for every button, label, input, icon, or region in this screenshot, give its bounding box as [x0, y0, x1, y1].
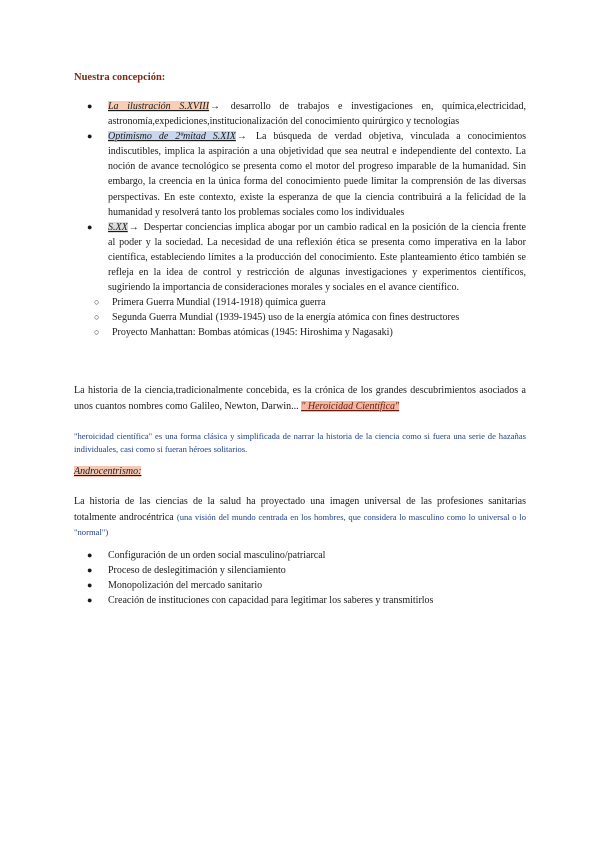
heroic-note: "heroicidad científica" es una forma clásica y simplificada de narrar la historia de la ciencia como si fuera una serie de hazañas individuales, casi como si fueran héroes solitarios.	[74, 431, 526, 454]
sub-list-item	[74, 295, 526, 310]
sub-item-text: Primera Guerra Mundial (1914-1918) química guerra	[112, 297, 326, 309]
circle-bullet-icon: ○	[94, 297, 100, 308]
androcentrism-text: La historia de las ciencias de la salud ha proyectado una imagen universal de las profesiones sanitarias totalmente androcéntrica	[74, 496, 526, 523]
bullet-text: La búsqueda de verdad objetiva, vinculada a conocimientos indiscutibles, implica la aspiración a una objetividad que sea neutral e independiente del contexto. La noción de avance tecnológico se presenta como el motor del progreso imparable de la humanidad. Sin embargo, la creencia en la única forma del conocimiento puede limitar la comprensión de las diversas perspectivas. En este contexto, existe la esperanza de que la ciencia contribuirá a la felicidad de la humanidad y resolverá tanto los problemas sociales como los individuales	[108, 131, 526, 218]
androcentrism-paragraph	[74, 494, 526, 541]
list-item	[74, 129, 526, 220]
list-item-text: Creación de instituciones con capacidad para legitimar los saberes y transmitirlos	[108, 595, 434, 607]
bullet-icon: ●	[87, 595, 93, 606]
bullet-label: Optimismo de 2ªmitad S.XIX	[108, 131, 236, 143]
bullet-text: Despertar conciencias implica abogar por un cambio radical en la posición de la ciencia frente al poder y la sociedad. La necesidad de una reflexión ética se presenta como imperativa en la labor científica, estableciendo límites a la producción del conocimiento. Este planteamiento ético también se refleja en la idea de control y restricción de algunas investigaciones y experimentos científicos, sugiriendo la importancia de consideraciones morales y sociales en el avance científico.	[108, 221, 526, 294]
bullet-icon: ●	[87, 131, 93, 142]
history-text: La historia de la ciencia,tradicionalmente concebida, es la crónica de los grandes descubrimientos asociados a unos cuantos nombres como Galileo, Newton, Darwin...	[74, 385, 526, 412]
history-paragraph	[74, 383, 526, 414]
list-item	[74, 593, 526, 608]
androcentrism-list	[74, 548, 526, 608]
circle-bullet-icon: ○	[94, 312, 100, 323]
arrow-icon: →	[128, 221, 139, 233]
bullet-icon: ●	[87, 580, 93, 591]
arrow-icon: →	[236, 131, 247, 143]
heroic-highlight: " Heroicidad Científica"	[301, 400, 400, 412]
section-heading: Nuestra concepción:	[74, 72, 166, 83]
circle-bullet-icon: ○	[94, 327, 100, 338]
list-item	[74, 563, 526, 578]
concept-list	[74, 99, 526, 341]
androcentrism-note: (una visión del mundo centrada en los hombres, que considera lo masculino como lo universal o lo "normal")	[74, 511, 526, 537]
arrow-icon: →	[210, 101, 221, 112]
list-item-text: Configuración de un orden social masculino/patriarcal	[108, 550, 326, 561]
sub-list-item	[74, 325, 526, 340]
bullet-icon: ●	[87, 565, 93, 576]
list-item	[74, 99, 526, 129]
list-item	[74, 578, 526, 593]
bullet-icon: ●	[87, 101, 93, 111]
androcentrism-heading: Androcentrismo:	[74, 466, 142, 477]
bullet-label: La ilustración S.XVIII	[108, 101, 210, 112]
sub-item-text: Segunda Guerra Mundial (1939-1945) uso de la energía atómica con fines destructores	[112, 312, 460, 324]
bullet-label: S.XX	[108, 221, 128, 233]
sub-list	[74, 295, 526, 340]
list-item	[74, 220, 526, 295]
sub-list-item	[74, 310, 526, 325]
list-item-text: Monopolización del mercado sanitario	[108, 580, 263, 592]
bullet-text: desarrollo de trabajos e investigaciones en, química,electricidad, astronomía,expediciones,institucionalización del conocimiento quirúrgico y tecnologías	[108, 101, 526, 128]
list-item	[74, 548, 526, 563]
sub-item-text: Proyecto Manhattan: Bombas atómicas (1945: Hiroshima y Nagasaki)	[112, 327, 393, 339]
list-item-text: Proceso de deslegitimación y silenciamiento	[108, 565, 286, 577]
bullet-icon: ●	[87, 221, 93, 232]
bullet-icon: ●	[87, 550, 93, 560]
